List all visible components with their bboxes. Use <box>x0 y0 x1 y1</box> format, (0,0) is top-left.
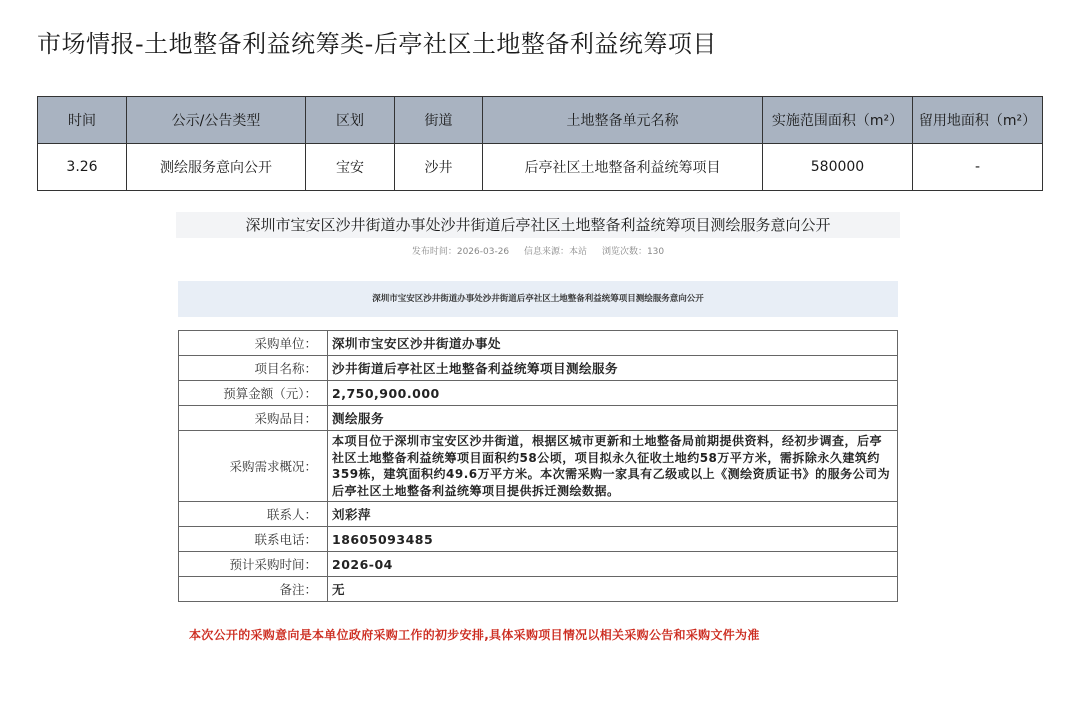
page-title: 市场情报-土地整备利益统筹类-后亭社区土地整备利益统筹项目 <box>37 30 717 58</box>
detail-row <box>179 431 898 502</box>
detail-value: 2026-04 <box>328 552 898 577</box>
detail-label: 预计采购时间： <box>179 552 328 577</box>
header-notice-type: 公示/公告类型 <box>127 97 306 144</box>
detail-value: 18605093485 <box>328 527 898 552</box>
header-district: 区划 <box>306 97 395 144</box>
view-count: 浏览次数：130 <box>601 247 665 257</box>
detail-row <box>179 381 898 406</box>
header-time: 时间 <box>38 97 127 144</box>
procurement-detail-table <box>178 330 898 602</box>
header-area: 实施范围面积（m²） <box>763 97 913 144</box>
detail-value: 刘彩萍 <box>328 502 898 527</box>
cell-unit-name: 后亭社区土地整备利益统筹项目 <box>483 144 763 191</box>
detail-label: 预算金额（元）： <box>179 381 328 406</box>
cell-street: 沙井 <box>395 144 483 191</box>
cell-district: 宝安 <box>306 144 395 191</box>
info-source: 信息来源：本站 <box>524 247 588 257</box>
header-street: 街道 <box>395 97 483 144</box>
detail-row <box>179 406 898 431</box>
header-reserved-area: 留用地面积（m²） <box>913 97 1043 144</box>
header-unit-name: 土地整备单元名称 <box>483 97 763 144</box>
detail-label: 备注： <box>179 577 328 602</box>
notice-meta <box>176 244 900 257</box>
table-row <box>38 144 1043 191</box>
detail-row <box>179 502 898 527</box>
notice-banner: 深圳市宝安区沙井街道办事处沙井街道后亭社区土地整备利益统筹项目测绘服务意向公开 <box>178 281 898 317</box>
detail-row <box>179 356 898 381</box>
detail-label: 采购单位： <box>179 331 328 356</box>
detail-value: 深圳市宝安区沙井街道办事处 <box>328 331 898 356</box>
cell-notice-type: 测绘服务意向公开 <box>127 144 306 191</box>
detail-value: 沙井街道后亭社区土地整备利益统筹项目测绘服务 <box>328 356 898 381</box>
detail-value: 本项目位于深圳市宝安区沙井街道，根据区城市更新和土地整备局前期提供资料，经初步调查，后亭社区土地整备利益统筹项目面积约58公顷，项目拟永久征收土地约58万平方米，需拆除永久建筑约359栋，建筑面积约49.6万平方米。本次需采购一家具有乙级或以上《测绘资质证书》的服务公司为后亭社区土地整备利益统筹项目提供拆迁测绘数据。 <box>328 431 898 502</box>
notice-title: 深圳市宝安区沙井街道办事处沙井街道后亭社区土地整备利益统筹项目测绘服务意向公开 <box>176 212 900 238</box>
detail-value: 无 <box>328 577 898 602</box>
detail-row <box>179 552 898 577</box>
procurement-disclaimer: 本次公开的采购意向是本单位政府采购工作的初步安排,具体采购项目情况以相关采购公告和采购文件为准 <box>189 628 760 642</box>
detail-label: 采购需求概况： <box>179 431 328 502</box>
cell-area: 580000 <box>763 144 913 191</box>
cell-reserved-area: - <box>913 144 1043 191</box>
detail-value: 测绘服务 <box>328 406 898 431</box>
detail-row <box>179 527 898 552</box>
notice-screenshot <box>176 212 900 612</box>
cell-time: 3.26 <box>38 144 127 191</box>
detail-value: 2,750,900.000 <box>328 381 898 406</box>
detail-label: 联系人： <box>179 502 328 527</box>
detail-row <box>179 331 898 356</box>
publish-date: 发布时间：2026-03-26 <box>411 247 510 257</box>
detail-label: 项目名称： <box>179 356 328 381</box>
detail-row <box>179 577 898 602</box>
summary-header-row <box>38 97 1043 144</box>
summary-table <box>37 96 1043 191</box>
detail-label: 联系电话： <box>179 527 328 552</box>
detail-label: 采购品目： <box>179 406 328 431</box>
